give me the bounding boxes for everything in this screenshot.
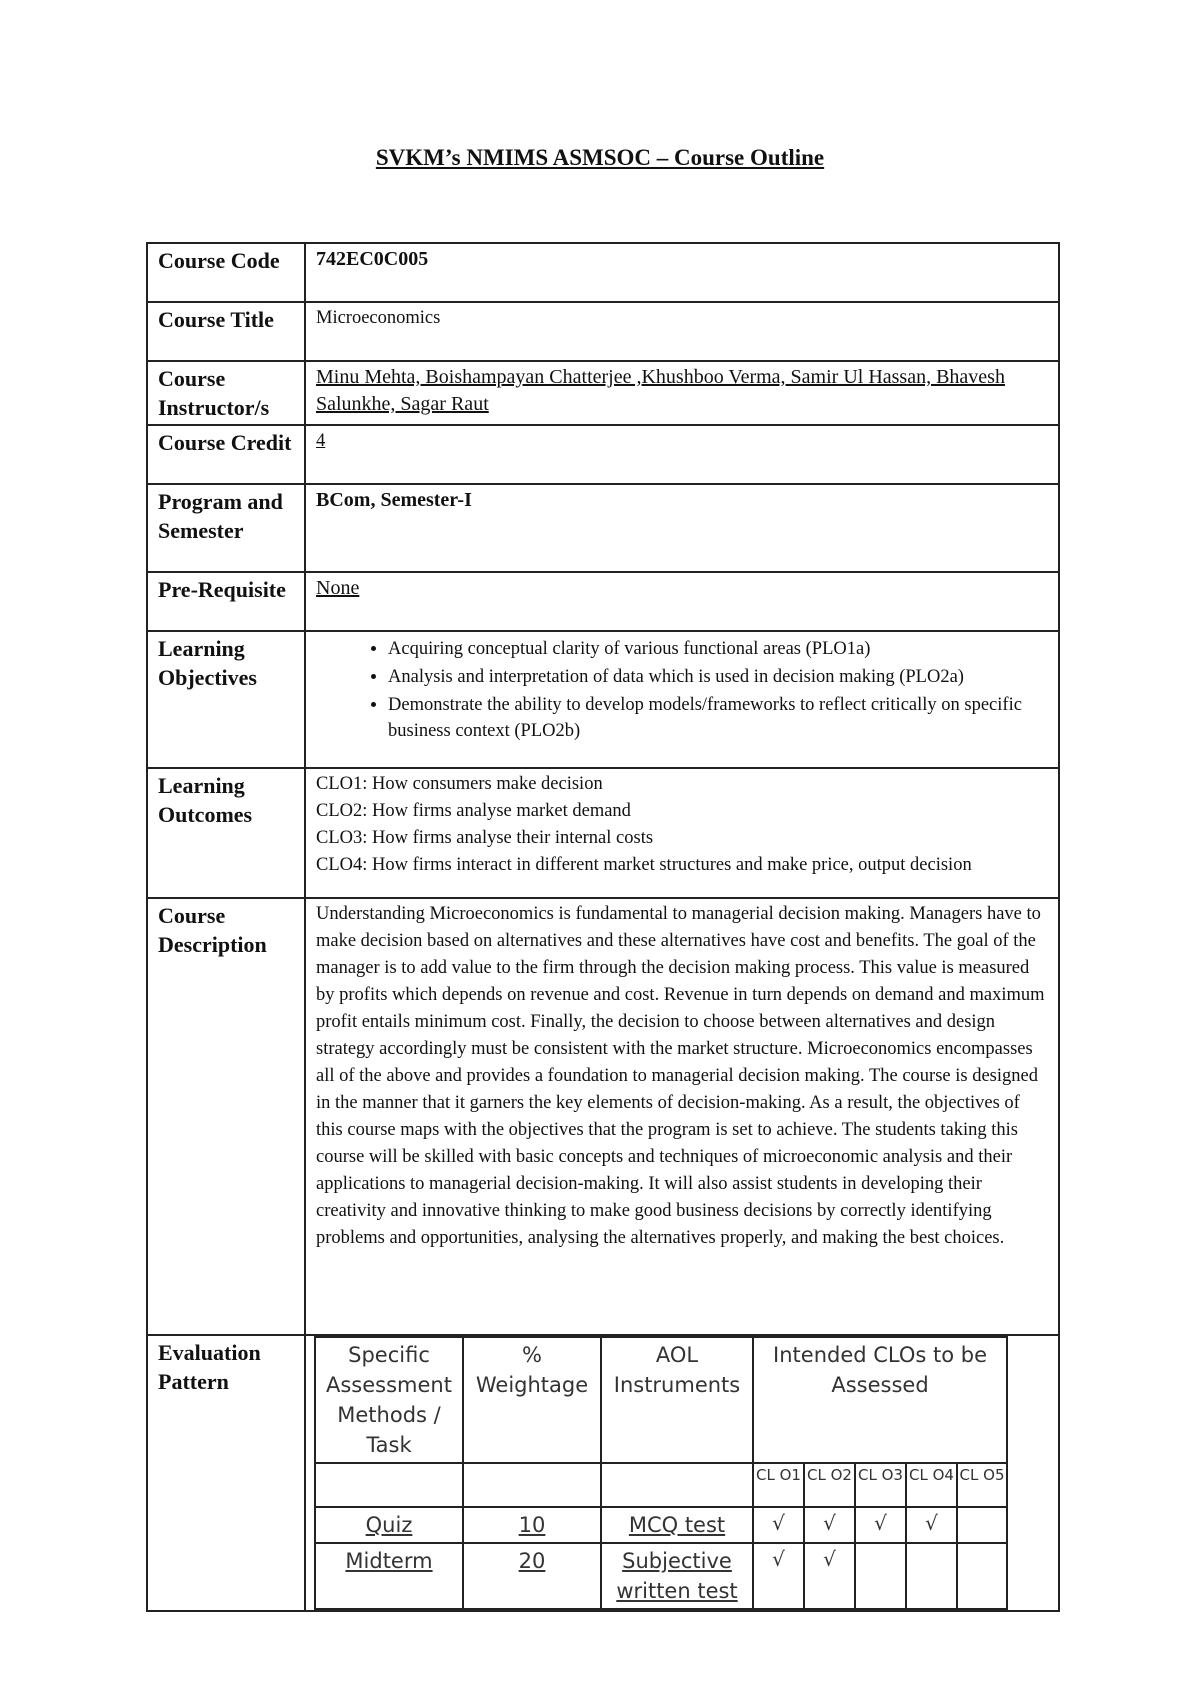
value-objectives <box>305 631 1059 768</box>
clo-label: CL O3 <box>855 1463 906 1507</box>
label-credit: Course Credit <box>147 425 305 484</box>
label-course-code: Course Code <box>147 243 305 302</box>
clo-label: CL O5 <box>957 1463 1007 1507</box>
check-mark <box>855 1543 906 1609</box>
value-course-code: 742EC0C005 <box>305 243 1059 302</box>
label-program: Program and Semester <box>147 484 305 572</box>
value-outcomes <box>305 768 1059 898</box>
check-mark <box>957 1543 1007 1609</box>
table-row <box>315 1543 1007 1609</box>
eval-method: Midterm <box>315 1543 463 1609</box>
page-title: SVKM’s NMIMS ASMSOC – Course Outline <box>375 145 825 170</box>
list-item: CLO3: How firms analyse their internal costs <box>316 828 654 848</box>
eval-header-row <box>315 1337 1007 1463</box>
row-program <box>147 484 1059 572</box>
header-method: Specific Assessment Methods / Task <box>315 1337 463 1463</box>
check-mark <box>906 1543 957 1609</box>
check-mark: √ <box>804 1543 855 1609</box>
row-outcomes <box>147 768 1059 898</box>
check-mark: √ <box>753 1543 804 1609</box>
row-objectives <box>147 631 1059 768</box>
row-credit <box>147 425 1059 484</box>
eval-aol: MCQ test <box>601 1507 753 1543</box>
eval-method: Quiz <box>315 1507 463 1543</box>
empty-cell <box>601 1463 753 1507</box>
label-instructors: Course Instructor/s <box>147 361 305 425</box>
row-course-code <box>147 243 1059 302</box>
value-course-title: Microeconomics <box>305 302 1059 361</box>
list-item: CLO1: How consumers make decision <box>316 774 603 794</box>
value-credit: 4 <box>305 425 1059 484</box>
check-mark: √ <box>804 1507 855 1543</box>
clo-label: CL O4 <box>906 1463 957 1507</box>
list-item: CLO4: How firms interact in different market structures and make price, output decision <box>316 855 972 875</box>
check-mark: √ <box>906 1507 957 1543</box>
list-item: • Demonstrate the ability to develop models/frameworks to reflect critically on specific business context (PLO2b) <box>388 692 1048 744</box>
clo-label: CL O2 <box>804 1463 855 1507</box>
eval-weight: 10 <box>463 1507 601 1543</box>
empty-cell <box>463 1463 601 1507</box>
evaluation-table <box>314 1336 1008 1610</box>
label-prereq: Pre-Requisite <box>147 572 305 631</box>
label-evaluation: Evaluation Pattern <box>147 1335 305 1611</box>
value-prereq: None <box>305 572 1059 631</box>
list-item: CLO2: How firms analyse market demand <box>316 801 631 821</box>
label-objectives: Learning Objectives <box>147 631 305 768</box>
value-description: Understanding Microeconomics is fundamental to managerial decision making. Managers have to make decision based on alternatives and these alternatives have cost and benefits. The goal of the manager is to add value to the firm through the decision making process. This value is measured by profits which depends on revenue and cost. Revenue in turn depends on demand and maximum profit entails minimum cost. Finally, the decision to choose between alternatives and design strategy accordingly must be consistent with the market structure. Microeconomics encompasses all of the above and provides a foundation to managerial decision making. The course is designed in the manner that it garners the key elements of decision-making. As a result, the objectives of this course maps with the objectives that the program is set to achieve. The students taking this course will be skilled with basic concepts and techniques of microeconomic analysis and their applications to managerial decision-making. It will also assist students in developing their creativity and innovative thinking to make good business decisions by correctly identifying problems and opportunities, analysing the alternatives properly, and making the best choices. <box>305 898 1059 1335</box>
value-evaluation <box>305 1335 1059 1611</box>
list-item: • Analysis and interpretation of data which is used in decision making (PLO2a) <box>388 664 1048 690</box>
check-mark <box>957 1507 1007 1543</box>
row-instructors <box>147 361 1059 425</box>
header-clos: Intended CLOs to be Assessed <box>753 1337 1007 1463</box>
value-instructors: Minu Mehta, Boishampayan Chatterjee ,Khushboo Verma, Samir Ul Hassan, Bhavesh Salunkhe, Sagar Raut <box>305 361 1059 425</box>
header-weight: % Weightage <box>463 1337 601 1463</box>
row-description <box>147 898 1059 1335</box>
eval-aol: Subjective written test <box>601 1543 753 1609</box>
clo-label: CL O1 <box>753 1463 804 1507</box>
empty-cell <box>315 1463 463 1507</box>
row-prereq <box>147 572 1059 631</box>
label-description: Course Description <box>147 898 305 1335</box>
course-outline-table <box>146 242 1060 1612</box>
label-outcomes: Learning Outcomes <box>147 768 305 898</box>
check-mark: √ <box>753 1507 804 1543</box>
objectives-list <box>316 636 1048 744</box>
eval-weight: 20 <box>463 1543 601 1609</box>
eval-clo-row <box>315 1463 1007 1507</box>
list-item: • Acquiring conceptual clarity of various functional areas (PLO1a) <box>388 636 1048 662</box>
check-mark: √ <box>855 1507 906 1543</box>
header-aol: AOL Instruments <box>601 1337 753 1463</box>
table-row <box>315 1507 1007 1543</box>
row-course-title <box>147 302 1059 361</box>
value-program: BCom, Semester-I <box>305 484 1059 572</box>
row-evaluation <box>147 1335 1059 1611</box>
label-course-title: Course Title <box>147 302 305 361</box>
